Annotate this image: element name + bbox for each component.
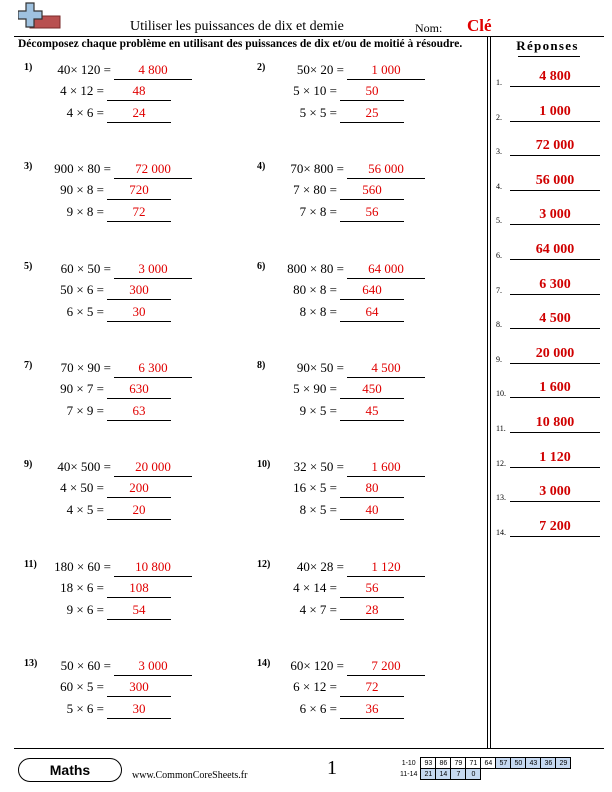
problem-answer: 72 000 — [135, 161, 171, 177]
problem-answer: 56 000 — [368, 161, 404, 177]
answer-line — [347, 675, 425, 676]
problem-step — [24, 304, 171, 322]
problem-answer: 72 — [132, 204, 146, 220]
score-row-label: 11-14 — [400, 770, 418, 778]
problem-answer: 560 — [362, 182, 382, 198]
answer-key-number: 1. — [496, 78, 502, 87]
problem-expression: 6 × 5 = — [66, 303, 104, 319]
problem-answer: 56 — [365, 579, 379, 595]
answer-key-row — [496, 517, 606, 537]
problem-expression: 5 × 10 = — [293, 83, 337, 98]
problem-number: 4) — [257, 161, 266, 173]
answer-key-value: 7 200 — [539, 518, 571, 534]
instructions: Décomposez chaque problème en utilisant des puissances de dix et/ou de moitié à résoudre. — [18, 38, 463, 50]
answer-line — [347, 476, 425, 477]
answer-key-value: 1 000 — [539, 103, 571, 119]
answer-key-value: 72 000 — [535, 138, 575, 154]
problem-step — [257, 161, 425, 179]
problem-answer: 1 120 — [371, 558, 401, 574]
problem-answer: 1 000 — [371, 62, 401, 77]
problem — [24, 261, 254, 351]
score-cell: 43 — [526, 758, 541, 769]
problem-expression: 8 × 5 = — [299, 502, 337, 518]
problem-expression: 90 × 7 = — [60, 380, 104, 396]
problem-number: 12) — [257, 558, 271, 570]
problem — [257, 658, 487, 748]
answer-key-row — [496, 102, 606, 122]
answer-key-value: 6 300 — [539, 276, 571, 292]
answer-line — [107, 497, 171, 498]
problem-answer: 56 — [365, 204, 379, 220]
problem-step — [257, 580, 404, 598]
score-cell: 7 — [451, 769, 466, 780]
answer-key-line — [510, 294, 600, 295]
site-url: www.CommonCoreSheets.fr — [132, 770, 248, 781]
answer-line — [347, 377, 425, 378]
answer-key-number: 9. — [496, 354, 502, 364]
answer-key-line — [510, 432, 600, 433]
problem-answer: 64 000 — [368, 260, 404, 276]
answers-title: Réponses — [516, 38, 579, 53]
problem-expression: 50 × 6 = — [60, 281, 104, 297]
answer-key-line — [510, 190, 600, 191]
problem-answer: 54 — [132, 601, 146, 617]
problem-step — [24, 502, 171, 520]
answer-key-number: 5. — [496, 216, 502, 226]
answer-line — [114, 476, 192, 477]
problem-answer: 24 — [132, 105, 146, 120]
problem-answer: 48 — [132, 83, 146, 98]
problem-step — [257, 559, 425, 577]
name-value: Clé — [467, 16, 492, 35]
problem-answer: 72 — [365, 678, 379, 694]
score-cell: 57 — [496, 758, 511, 769]
problem-expression: 180 × 60 = — [54, 558, 111, 574]
score-cell: 71 — [466, 758, 481, 769]
score-cell: 0 — [466, 769, 481, 780]
problem-answer: 4 500 — [371, 359, 401, 375]
answer-line — [340, 199, 404, 200]
answer-line — [340, 221, 404, 222]
answer-key-number: 4. — [496, 181, 502, 191]
problem-number: 10) — [257, 459, 271, 471]
score-cell: 50 — [511, 758, 526, 769]
problem-step — [257, 658, 425, 676]
problem-expression: 7 × 80 = — [293, 182, 337, 198]
problem-answer: 36 — [365, 700, 379, 716]
problem-expression: 50 × 60 = — [60, 657, 111, 673]
problem-expression: 60 × 50 = — [60, 260, 111, 276]
answer-line — [107, 299, 171, 300]
problem-answer: 63 — [132, 402, 146, 418]
problem-answer: 45 — [365, 402, 379, 418]
problem-expression: 9 × 6 = — [66, 601, 104, 617]
answer-key-row — [496, 344, 606, 364]
problem-step — [24, 679, 171, 697]
problem-number: 13) — [24, 657, 38, 669]
problem-answer: 300 — [129, 281, 149, 297]
score-cell: 86 — [436, 758, 451, 769]
score-cell: 21 — [421, 769, 436, 780]
problem-expression: 16 × 5 = — [293, 480, 337, 496]
problem-step — [24, 381, 171, 399]
answer-line — [107, 519, 171, 520]
bottom-divider — [14, 748, 604, 749]
answer-line — [340, 718, 404, 719]
answer-key-number: 11. — [496, 424, 506, 433]
subject-badge: Maths — [18, 758, 122, 782]
plus-cross-logo-icon — [18, 2, 62, 32]
problem-number: 1) — [24, 62, 33, 73]
problem-step — [24, 261, 192, 279]
problem-step — [257, 602, 404, 620]
score-cell: 93 — [421, 758, 436, 769]
problem-step — [257, 403, 404, 421]
answer-key-line — [510, 259, 600, 260]
problem-step — [24, 602, 171, 620]
top-divider — [14, 36, 604, 37]
problem-number: 9) — [24, 459, 33, 471]
problem-step — [257, 204, 404, 222]
answer-key-number: 6. — [496, 251, 502, 260]
answer-key-row — [496, 67, 606, 87]
problem-expression: 32 × 50 = — [293, 459, 344, 475]
problem-step — [24, 559, 192, 577]
problem-step — [257, 261, 425, 279]
answer-line — [340, 619, 404, 620]
problem-expression: 60 × 5 = — [60, 678, 104, 694]
answer-key-value: 20 000 — [535, 345, 575, 361]
answer-key-line — [510, 121, 600, 122]
problem-answer: 20 — [132, 502, 146, 518]
answer-key-row — [496, 275, 606, 295]
answer-line — [107, 122, 171, 123]
answer-key-value: 3 000 — [539, 207, 571, 223]
answer-key-number: 10. — [496, 389, 506, 399]
score-row — [398, 769, 571, 780]
problem-step — [24, 459, 192, 477]
problem-expression: 40× 500 = — [57, 459, 111, 475]
problem-number: 2) — [257, 62, 266, 73]
problem-expression: 4 × 6 = — [66, 105, 104, 120]
score-row-label: 1-10 — [401, 759, 416, 767]
problem-answer: 3 000 — [138, 657, 168, 673]
answer-line — [340, 122, 404, 123]
problem-answer: 4 800 — [138, 62, 168, 77]
problem — [257, 360, 487, 450]
problem-number: 8) — [257, 359, 266, 371]
answer-column-divider — [490, 37, 491, 748]
problem-number: 14) — [257, 657, 271, 669]
problem — [24, 360, 254, 450]
score-cell: 79 — [451, 758, 466, 769]
answer-key-number: 7. — [496, 285, 502, 295]
problem-step — [257, 381, 404, 399]
problem-expression: 90× 50 = — [296, 359, 344, 375]
answer-key-line — [510, 397, 600, 398]
problem-number: 11) — [24, 558, 37, 570]
problem-step — [257, 701, 404, 719]
problem-step — [24, 403, 171, 421]
problem-step — [24, 204, 171, 222]
name-label: Nom: — [415, 21, 443, 35]
problem-answer: 1 600 — [371, 459, 401, 475]
problem-answer: 3 000 — [138, 260, 168, 276]
answer-key-number: 3. — [496, 147, 502, 157]
answer-line — [107, 321, 171, 322]
problem-expression: 4 × 14 = — [293, 579, 337, 595]
answer-key-value: 4 800 — [539, 69, 571, 84]
problem-step — [257, 459, 425, 477]
answer-line — [340, 519, 404, 520]
answer-key-row — [496, 309, 606, 329]
problem-answer: 630 — [129, 380, 149, 396]
problem-step — [24, 360, 192, 378]
problem-step — [24, 282, 171, 300]
answer-line — [114, 278, 192, 279]
problem — [257, 261, 487, 351]
problem-expression: 8 × 8 = — [299, 303, 337, 319]
answer-key-value: 1 120 — [539, 449, 571, 465]
problem-expression: 50× 20 = — [296, 62, 344, 77]
problem-expression: 60× 120 = — [290, 657, 344, 673]
answer-key-line — [510, 155, 600, 156]
problem-step — [257, 679, 404, 697]
problem-answer: 6 300 — [138, 359, 168, 375]
problem-expression: 800 × 80 = — [287, 260, 344, 276]
answer-key-row — [496, 448, 606, 468]
answer-key-number: 13. — [496, 493, 506, 503]
answer-key-line — [510, 328, 600, 329]
score-cell: 29 — [556, 758, 571, 769]
problem-number: 3) — [24, 161, 33, 173]
answer-line — [347, 79, 425, 80]
problem-answer: 200 — [129, 480, 149, 496]
problem-answer: 25 — [365, 105, 379, 120]
answer-line — [340, 497, 404, 498]
answer-line — [107, 221, 171, 222]
problem-answer: 20 000 — [135, 459, 171, 475]
problem — [257, 62, 487, 152]
problem-answer: 28 — [365, 601, 379, 617]
answer-column-divider — [487, 37, 488, 748]
problem-answer: 300 — [129, 678, 149, 694]
answer-key-number: 2. — [496, 112, 502, 122]
answer-line — [340, 420, 404, 421]
problem-step — [24, 62, 192, 80]
score-cell: 14 — [436, 769, 451, 780]
answer-line — [114, 675, 192, 676]
problem-step — [24, 182, 171, 200]
problem-step — [257, 502, 404, 520]
problem-step — [257, 282, 404, 300]
answer-line — [107, 619, 171, 620]
problem-number: 5) — [24, 260, 33, 272]
answer-line — [107, 100, 171, 101]
problem-expression: 4 × 50 = — [60, 480, 104, 496]
problem-step — [24, 83, 171, 101]
answer-line — [107, 398, 171, 399]
score-row — [398, 758, 571, 769]
problem-expression: 40× 120 = — [57, 62, 111, 77]
problem-step — [257, 360, 425, 378]
answer-line — [340, 696, 404, 697]
problem-step — [24, 480, 171, 498]
problem-number: 6) — [257, 260, 266, 272]
answer-key-row — [496, 205, 606, 225]
answer-key-value: 1 600 — [539, 380, 571, 396]
answer-line — [107, 199, 171, 200]
problem-answer: 450 — [362, 380, 382, 396]
answer-key-line — [510, 363, 600, 364]
problem-step — [24, 701, 171, 719]
problem-answer: 7 200 — [371, 657, 401, 673]
answer-key-row — [496, 413, 606, 433]
problem-expression: 4 × 7 = — [299, 601, 337, 617]
problem-expression: 6 × 6 = — [299, 700, 337, 716]
answer-line — [114, 377, 192, 378]
score-cell: 36 — [541, 758, 556, 769]
problem — [257, 559, 487, 649]
problem — [24, 559, 254, 649]
answer-line — [340, 321, 404, 322]
answer-line — [107, 420, 171, 421]
problem-expression: 5 × 6 = — [66, 700, 104, 716]
problem-answer: 40 — [365, 502, 379, 518]
answer-key-line — [510, 536, 600, 537]
problem-step — [257, 83, 404, 101]
answer-key-number: 12. — [496, 458, 506, 468]
problem-answer: 64 — [365, 303, 379, 319]
problem-expression: 7 × 8 = — [299, 204, 337, 220]
problem-expression: 4 × 12 = — [60, 83, 104, 98]
problem-step — [257, 105, 404, 123]
problem-answer: 108 — [129, 579, 149, 595]
problem-answer: 80 — [365, 480, 379, 496]
problem — [24, 658, 254, 748]
problem-expression: 4 × 5 = — [66, 502, 104, 518]
answer-line — [114, 79, 192, 80]
answer-key-line — [510, 86, 600, 87]
problem-number: 7) — [24, 359, 33, 371]
answers-title-underline — [518, 56, 580, 57]
answer-line — [107, 597, 171, 598]
answer-key-row — [496, 136, 606, 156]
answer-line — [347, 576, 425, 577]
problem-expression: 5 × 90 = — [293, 380, 337, 396]
answer-key-line — [510, 501, 600, 502]
problem-step — [24, 658, 192, 676]
problem-answer: 50 — [365, 83, 379, 98]
problem — [257, 161, 487, 251]
problem — [24, 62, 254, 152]
problem-expression: 9 × 5 = — [299, 402, 337, 418]
answer-key-value: 10 800 — [535, 415, 575, 430]
problem-step — [257, 182, 404, 200]
answer-key-row — [496, 378, 606, 398]
problem-expression: 90 × 8 = — [60, 182, 104, 198]
answer-line — [347, 178, 425, 179]
problem-expression: 6 × 12 = — [293, 678, 337, 694]
score-table — [398, 757, 571, 780]
page-number: 1 — [327, 757, 337, 779]
problem-expression: 9 × 8 = — [66, 204, 104, 220]
problem-step — [257, 480, 404, 498]
answer-line — [107, 696, 171, 697]
answer-line — [340, 100, 404, 101]
answer-key-number: 8. — [496, 320, 502, 330]
answer-line — [340, 398, 404, 399]
problem-expression: 70× 800 = — [290, 161, 344, 177]
answer-line — [347, 278, 425, 279]
problem-step — [257, 62, 425, 80]
problem — [257, 459, 487, 549]
answer-key-line — [510, 467, 600, 468]
problem-expression: 80 × 8 = — [293, 281, 337, 297]
answer-line — [114, 576, 192, 577]
answer-key-value: 4 500 — [539, 311, 571, 327]
answer-key-row — [496, 482, 606, 502]
problem-expression: 18 × 6 = — [60, 579, 104, 595]
answer-line — [340, 299, 404, 300]
problem-answer: 10 800 — [135, 558, 171, 574]
answer-key-value: 56 000 — [535, 172, 575, 188]
answer-key-value: 3 000 — [539, 484, 571, 500]
score-cell: 64 — [481, 758, 496, 769]
problem-step — [24, 161, 192, 179]
answer-key-number: 14. — [496, 527, 506, 537]
problem-step — [257, 304, 404, 322]
problem-answer: 720 — [129, 182, 149, 198]
answer-key-row — [496, 240, 606, 260]
page-title: Utiliser les puissances de dix et demie — [130, 19, 344, 34]
problem — [24, 459, 254, 549]
answer-key-value: 64 000 — [535, 242, 575, 257]
problem-step — [24, 105, 171, 123]
problem-answer: 30 — [132, 303, 146, 319]
problem-expression: 70 × 90 = — [60, 359, 111, 375]
problem-expression: 7 × 9 = — [66, 402, 104, 418]
problem-answer: 640 — [362, 281, 382, 297]
answer-key-row — [496, 171, 606, 191]
problem-answer: 30 — [132, 700, 146, 716]
problem-expression: 40× 28 = — [296, 558, 344, 574]
answer-line — [340, 597, 404, 598]
problem-step — [24, 580, 171, 598]
answer-key-line — [510, 224, 600, 225]
answer-line — [107, 718, 171, 719]
problem-expression: 5 × 5 = — [299, 105, 337, 120]
problem — [24, 161, 254, 251]
answer-line — [114, 178, 192, 179]
problem-expression: 900 × 80 = — [54, 161, 111, 177]
